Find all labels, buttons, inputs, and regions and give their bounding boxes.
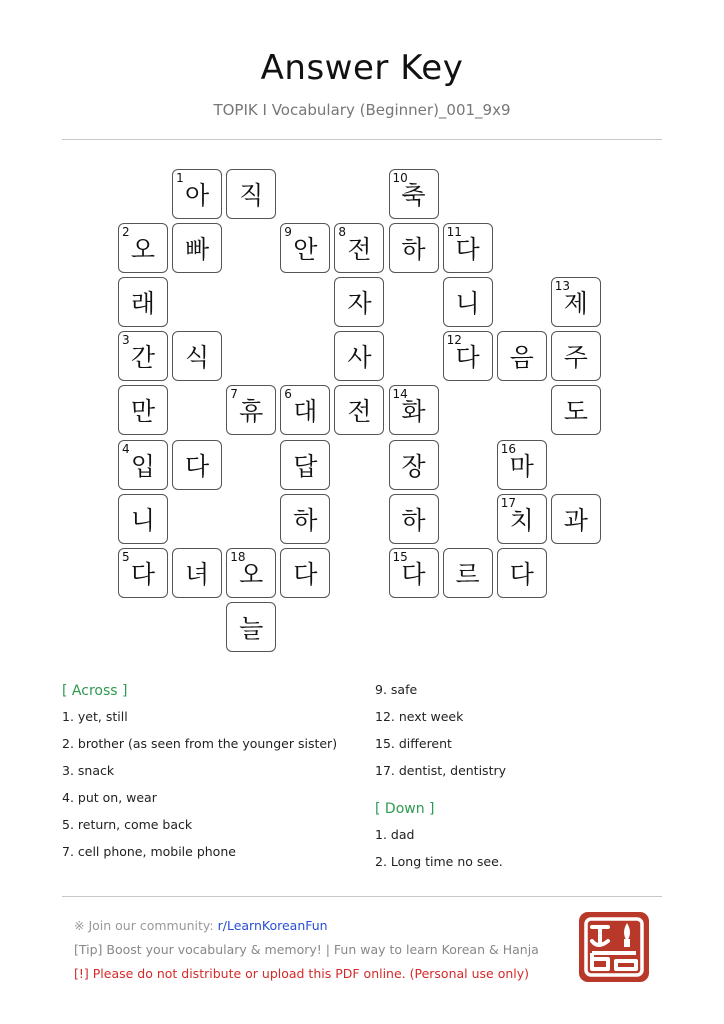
grid-cell [118,548,168,598]
cell-letter: 오 [130,235,156,265]
grid-cell [497,548,547,598]
clue-number: 13 [554,279,571,294]
cell-letter: 답 [293,451,318,481]
clue-number: 9 [284,225,292,240]
grid-cell [334,385,384,435]
footer-divider [62,896,662,897]
cell-letter: 간 [130,343,156,373]
clue-item: 4. put on, wear [62,790,157,805]
clue-item: 2. Long time no see. [375,854,503,869]
clue-item: 3. snack [62,763,115,778]
grid-cell [172,440,222,490]
grid-cell [389,223,439,273]
grid-cell [226,602,276,652]
grid-cell [280,223,330,273]
grid-cell [551,331,601,381]
cell-letter: 다 [185,451,210,481]
cell-letter: 래 [130,289,156,319]
grid-cell [226,169,276,219]
clue-number: 17 [500,495,516,510]
grid-cell [280,385,330,435]
grid-cell [280,494,330,544]
clue-number: 5 [122,549,130,564]
cell-letter: 만 [130,397,156,427]
cell-letter: 오 [239,559,264,589]
grid-cell [389,494,439,544]
community-link[interactable]: r/LearnKoreanFun [217,918,328,933]
cell-letter: 르 [455,559,480,589]
cell-letter: 다 [509,559,534,589]
grid-cell [389,548,439,598]
cell-letter: 입 [130,451,156,481]
cell-letter: 다 [130,559,156,589]
grid-cell [172,331,222,381]
grid-cell [443,277,493,327]
page-subtitle: TOPIK I Vocabulary (Beginner)_001_9x9 [213,101,511,119]
cell-letter: 빠 [185,235,210,265]
cell-letter: 자 [347,289,372,319]
clue-number: 10 [392,171,408,185]
down-heading: [ Down ] [375,801,435,817]
clue-number: 14 [392,387,408,402]
grid-cell [334,223,384,273]
cell-letter: 제 [563,289,588,319]
clue-number: 7 [230,387,238,402]
grid-cell [280,548,330,598]
grid-cell [497,494,547,544]
clue-item: 15. different [375,736,452,751]
cell-letter: 하 [401,235,426,265]
cell-letter: 다 [455,343,480,373]
clue-number: 2 [122,225,130,240]
cell-letter: 니 [455,289,480,319]
grid-cell [389,440,439,490]
cell-letter: 니 [130,505,156,535]
cell-letter: 늘 [239,613,264,643]
clue-item: 17. dentist, dentistry [375,763,507,778]
grid-cell [443,331,493,381]
clue-number: 16 [500,441,516,456]
clue-number: 8 [338,225,347,240]
grid-cell [334,277,384,327]
grid-cell [118,494,168,544]
clue-number: 12 [446,333,462,348]
clue-number: 4 [122,441,130,456]
cell-letter: 대 [293,397,318,427]
cell-letter: 녀 [185,559,210,589]
grid-cell [172,169,222,219]
cell-letter: 직 [239,181,264,210]
community-line [74,918,328,933]
grid-cell [118,277,168,327]
cell-letter: 장 [401,451,426,481]
cell-letter: 안 [293,235,318,265]
clue-item: 12. next week [375,709,464,724]
cell-letter: 식 [185,343,210,373]
top-divider [62,139,662,140]
cell-letter: 휴 [239,397,264,427]
cell-letter: 아 [185,181,210,210]
across-heading: [ Across ] [62,683,128,699]
grid-cell [497,331,547,381]
warning-line: [!] Please do not distribute or upload this PDF online. (Personal use only) [74,966,530,981]
grid-cell [551,494,601,544]
cell-letter: 전 [347,235,372,265]
grid-cell [551,385,601,435]
cell-letter: 다 [455,235,480,265]
grid-cell [118,440,168,490]
grid-cell [280,440,330,490]
clue-item: 1. yet, still [62,709,128,724]
grid-cell [443,223,493,273]
across-clues-col1 [62,683,362,872]
clue-number: 15 [392,549,408,564]
cell-letter: 사 [347,343,372,373]
cell-letter: 전 [347,397,372,427]
clue-number: 18 [230,549,246,564]
grid-cell [118,223,168,273]
cell-letter: 과 [563,505,588,535]
grid-cell [172,223,222,273]
grid-cell [389,169,439,219]
page-title: Answer Key [260,48,464,88]
cell-letter: 하 [401,505,426,535]
community-prefix: ※ Join our community: [74,918,218,933]
clue-item: 1. dad [375,827,415,842]
clue-number: 11 [446,225,462,240]
cell-letter: 주 [563,343,588,373]
clue-number: 1 [176,171,184,185]
cell-letter: 축 [401,181,426,210]
clue-item: 5. return, come back [62,817,193,832]
grid-cell [497,440,547,490]
cell-letter: 하 [293,505,318,535]
grid-cell [226,548,276,598]
clue-item: 9. safe [375,682,418,697]
cell-letter: 음 [509,343,534,373]
cell-letter: 마 [509,451,534,481]
clue-item: 2. brother (as seen from the younger sister) [62,736,338,751]
grid-cell [118,331,168,381]
cell-letter: 화 [401,397,426,427]
cell-letter: 다 [401,559,426,589]
grid-cell [443,548,493,598]
cell-letter: 다 [293,559,318,589]
grid-cell [389,385,439,435]
cell-letter: 치 [509,505,534,535]
clue-item: 7. cell phone, mobile phone [62,844,236,859]
grid-cell [551,277,601,327]
crossword-grid [118,169,608,659]
cell-letter: 도 [563,397,588,427]
clue-number: 3 [122,333,130,348]
brand-logo-icon [578,911,650,983]
tip-line: [Tip] Boost your vocabulary & memory! | Fun way to learn Korean & Hanja [74,942,539,957]
clue-number: 6 [284,387,292,402]
grid-cell [334,331,384,381]
across-clues-col2 [375,683,665,882]
grid-cell [118,385,168,435]
grid-cell [226,385,276,435]
grid-cell [172,548,222,598]
